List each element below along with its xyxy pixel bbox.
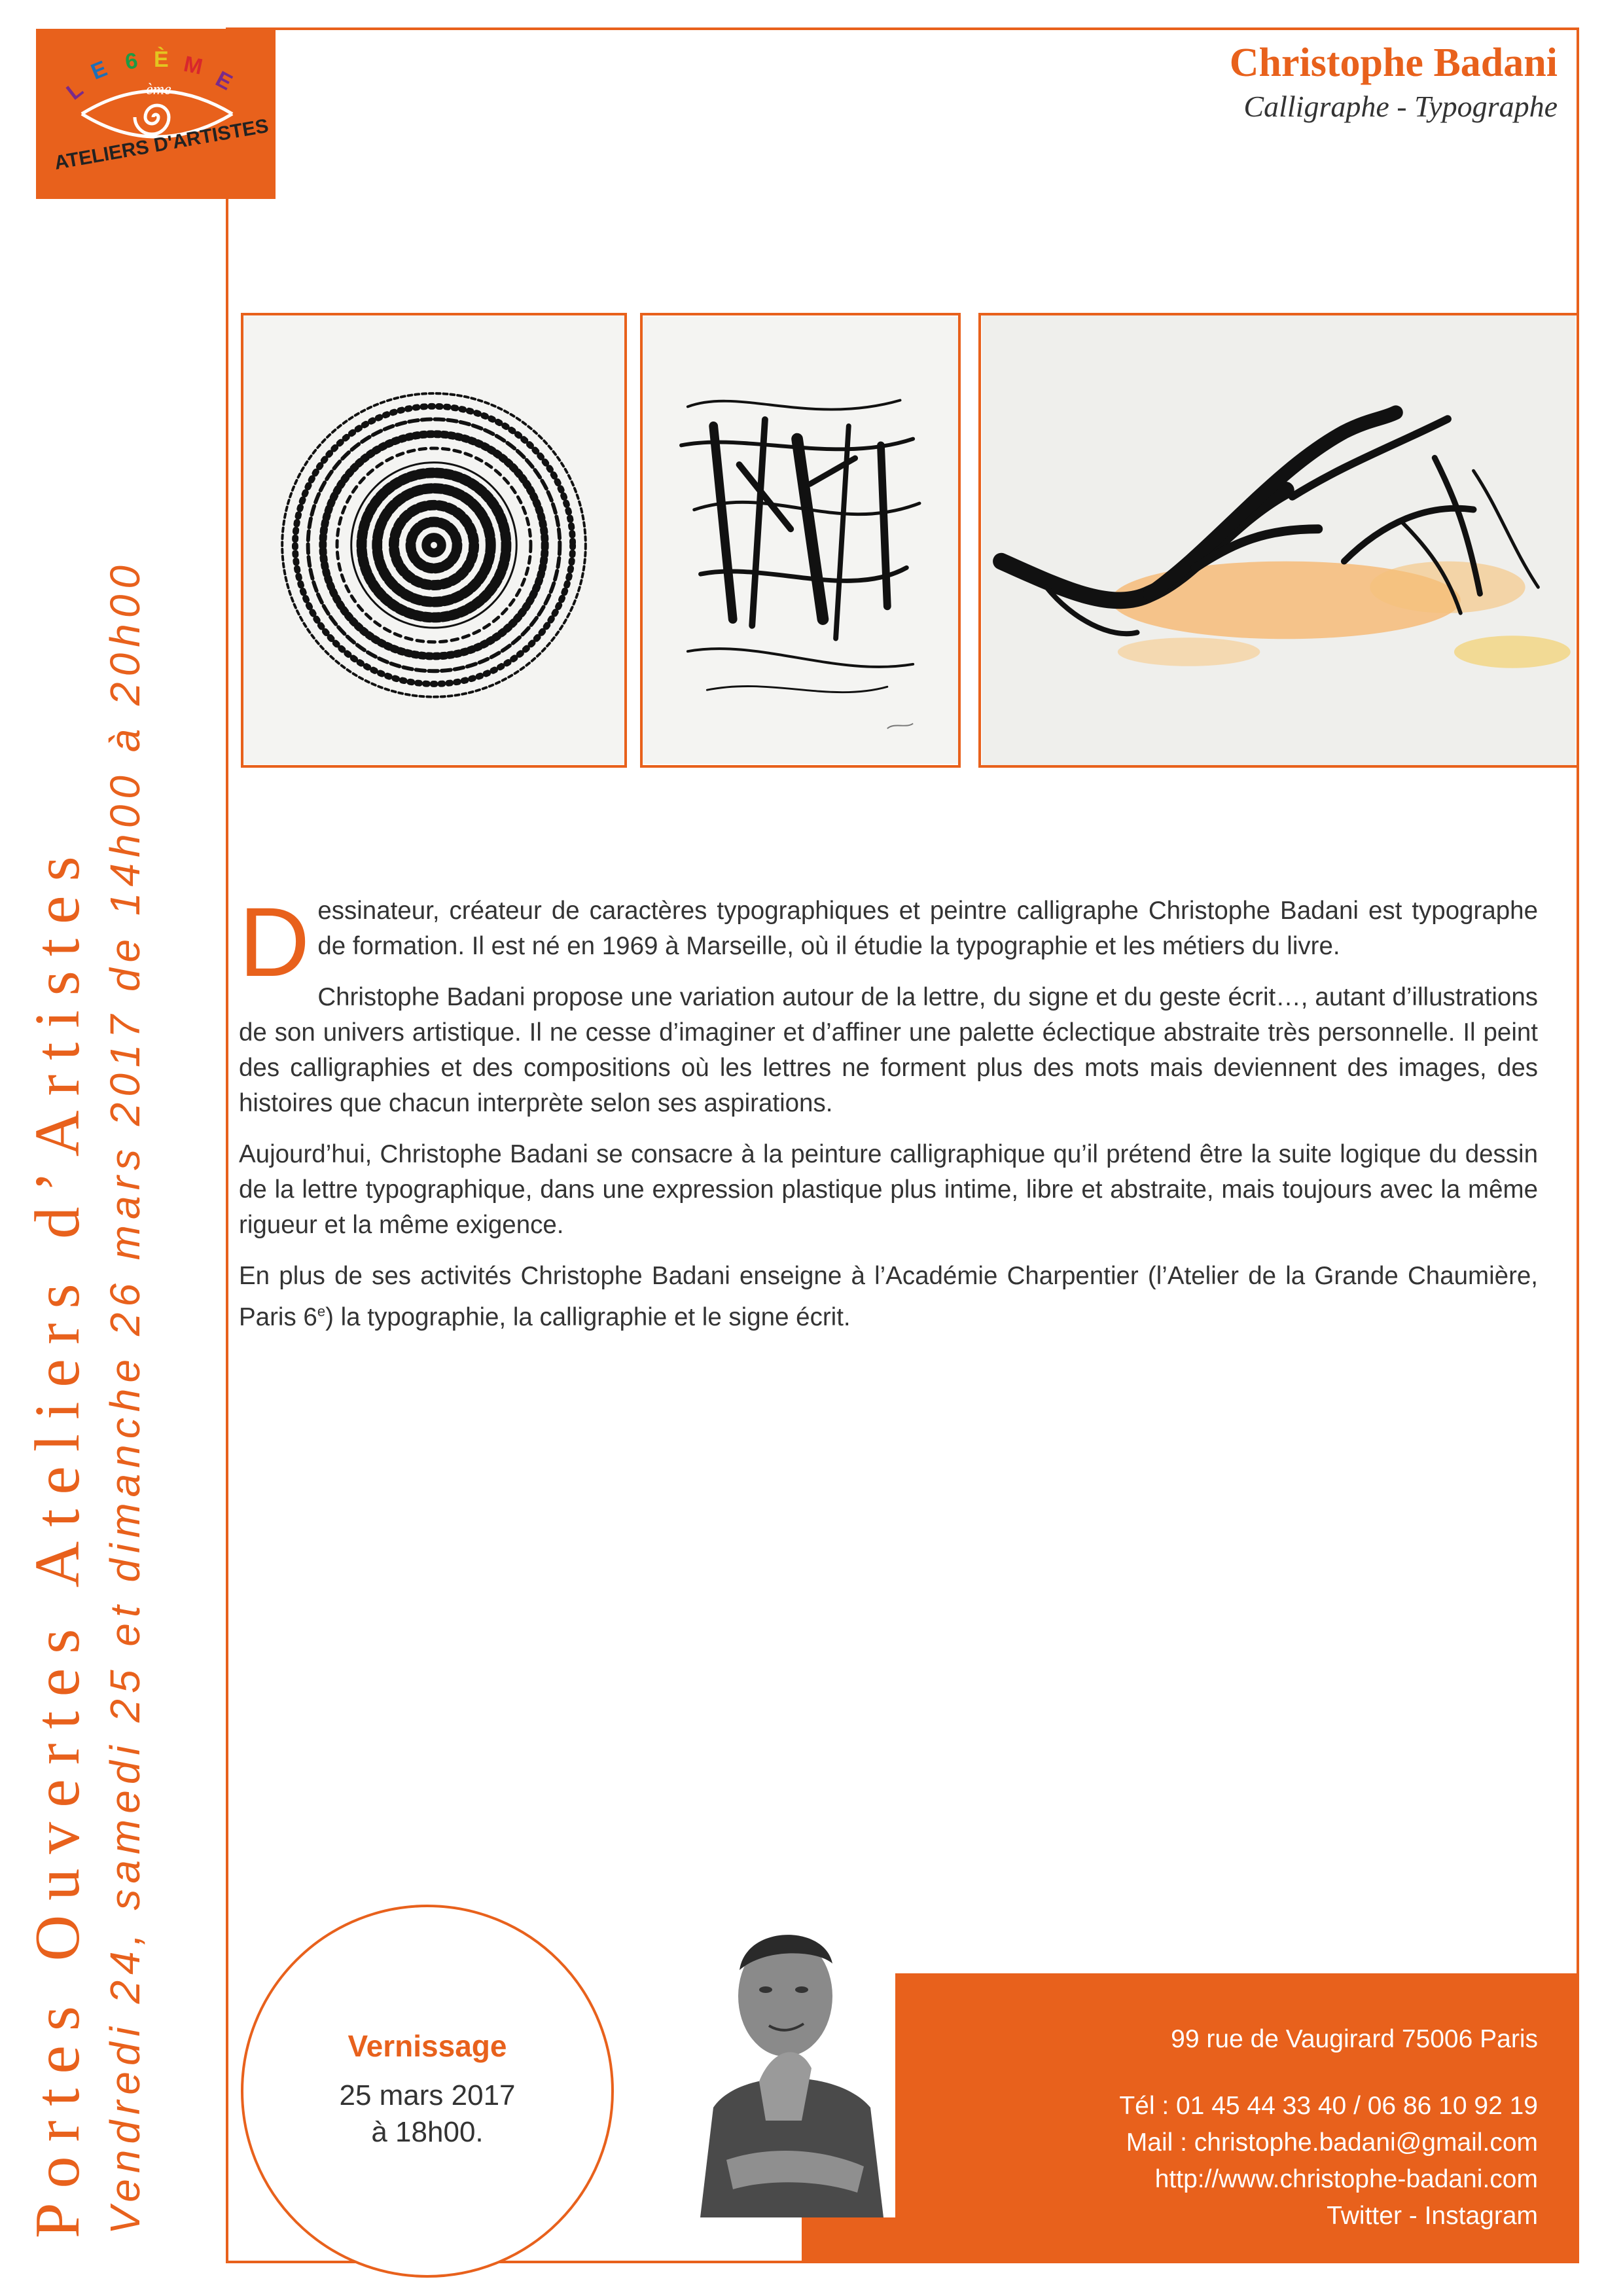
contact-info xyxy=(1119,2021,1538,2234)
contact-address: 99 rue de Vaugirard 75006 Paris xyxy=(1171,2025,1538,2053)
artwork-circle xyxy=(241,313,627,768)
artist-photo xyxy=(687,1885,895,2217)
logo-graphic xyxy=(36,29,276,199)
vernissage-title: Vernissage xyxy=(348,2029,507,2063)
side-banner xyxy=(18,560,153,2238)
contact-spacer xyxy=(1119,2058,1538,2088)
header xyxy=(1230,41,1558,124)
svg-text:M: M xyxy=(181,51,205,80)
bio-paragraph-4-part-b: ) la typographie, la calligraphie et le signe écrit. xyxy=(325,1302,851,1331)
contact-website: http://www.christophe-badani.com xyxy=(1154,2165,1538,2193)
svg-text:6: 6 xyxy=(123,48,139,75)
logo-bottom-text: ATELIERS D'ARTISTES xyxy=(52,115,270,174)
artist-name: Christophe Badani xyxy=(1229,41,1558,85)
svg-text:È: È xyxy=(154,47,169,72)
artwork-vertical-graphic xyxy=(643,315,958,765)
artist-title: Calligraphe - Typographe xyxy=(1243,90,1558,124)
vernissage-time: à 18h00. xyxy=(371,2116,484,2148)
event-dates: Vendredi 24, samedi 25 et dimanche 26 mars 2017 de 14h00 à 20h00 xyxy=(101,559,149,2234)
vernissage-date: 25 mars 2017 xyxy=(339,2079,516,2111)
artwork-circle-graphic xyxy=(243,315,624,765)
contact-email: Mail : christophe.badani@gmail.com xyxy=(1126,2128,1538,2157)
vernissage-circle xyxy=(241,1905,614,2278)
svg-text:ème: ème xyxy=(146,81,171,98)
contact-social: Twitter - Instagram xyxy=(1327,2202,1538,2230)
bio-paragraph-4-superscript: e xyxy=(317,1303,326,1319)
svg-text:E: E xyxy=(211,66,237,96)
artwork-abstract-graphic xyxy=(981,315,1577,765)
artwork-abstract xyxy=(978,313,1579,768)
contact-phone: Tél : 01 45 44 33 40 / 06 86 10 92 19 xyxy=(1119,2092,1538,2120)
svg-text:L: L xyxy=(62,77,88,105)
bio-paragraph-3: Aujourd’hui, Christophe Badani se consacre à la peinture calligraphique qu’il prétend être la suite logique du dessin de la lettre typographique, dans une expression plastique plus intime, libre et abstraite, mais toujours avec la même rigueur et la même exigence. xyxy=(239,1140,1538,1239)
bio-paragraph-4 xyxy=(239,1259,1538,1335)
svg-text:E: E xyxy=(87,56,111,85)
logo-le-6eme xyxy=(36,29,276,199)
bio-paragraph-1-text: essinateur, créateur de caractères typographiques et peintre calligraphe Christophe Badani est typographe de formation. Il est né en 1969 à Marseille, où il étudie la typographie et les métiers du livre. xyxy=(317,897,1538,960)
artist-photo-graphic xyxy=(687,1885,895,2217)
event-title: Portes Ouvertes Ateliers d’Artistes xyxy=(22,842,93,2238)
bio-paragraph-1 xyxy=(239,887,1538,997)
bio-paragraph-2: Christophe Badani propose une variation autour de la lettre, du signe et du geste écrit…, autant d’illustrations de son univers artistique. Il ne cesse d’imaginer et d’affiner une palette éclectique abstraite très personnelle. Il peint des calligraphies et des compositions où les lettres ne forment plus des mots mais deviennent des images, des histoires que chacun interprète selon ses aspirations. xyxy=(239,983,1538,1117)
drop-cap: D xyxy=(239,887,310,997)
biography xyxy=(239,887,1538,1351)
artwork-vertical xyxy=(640,313,961,768)
bio-paragraph-4-part-a: En plus de ses activités Christophe Badani enseigne à l’Académie Charpentier (l’Atelier de la Grande Chaumière, Paris 6 xyxy=(239,1262,1538,1331)
